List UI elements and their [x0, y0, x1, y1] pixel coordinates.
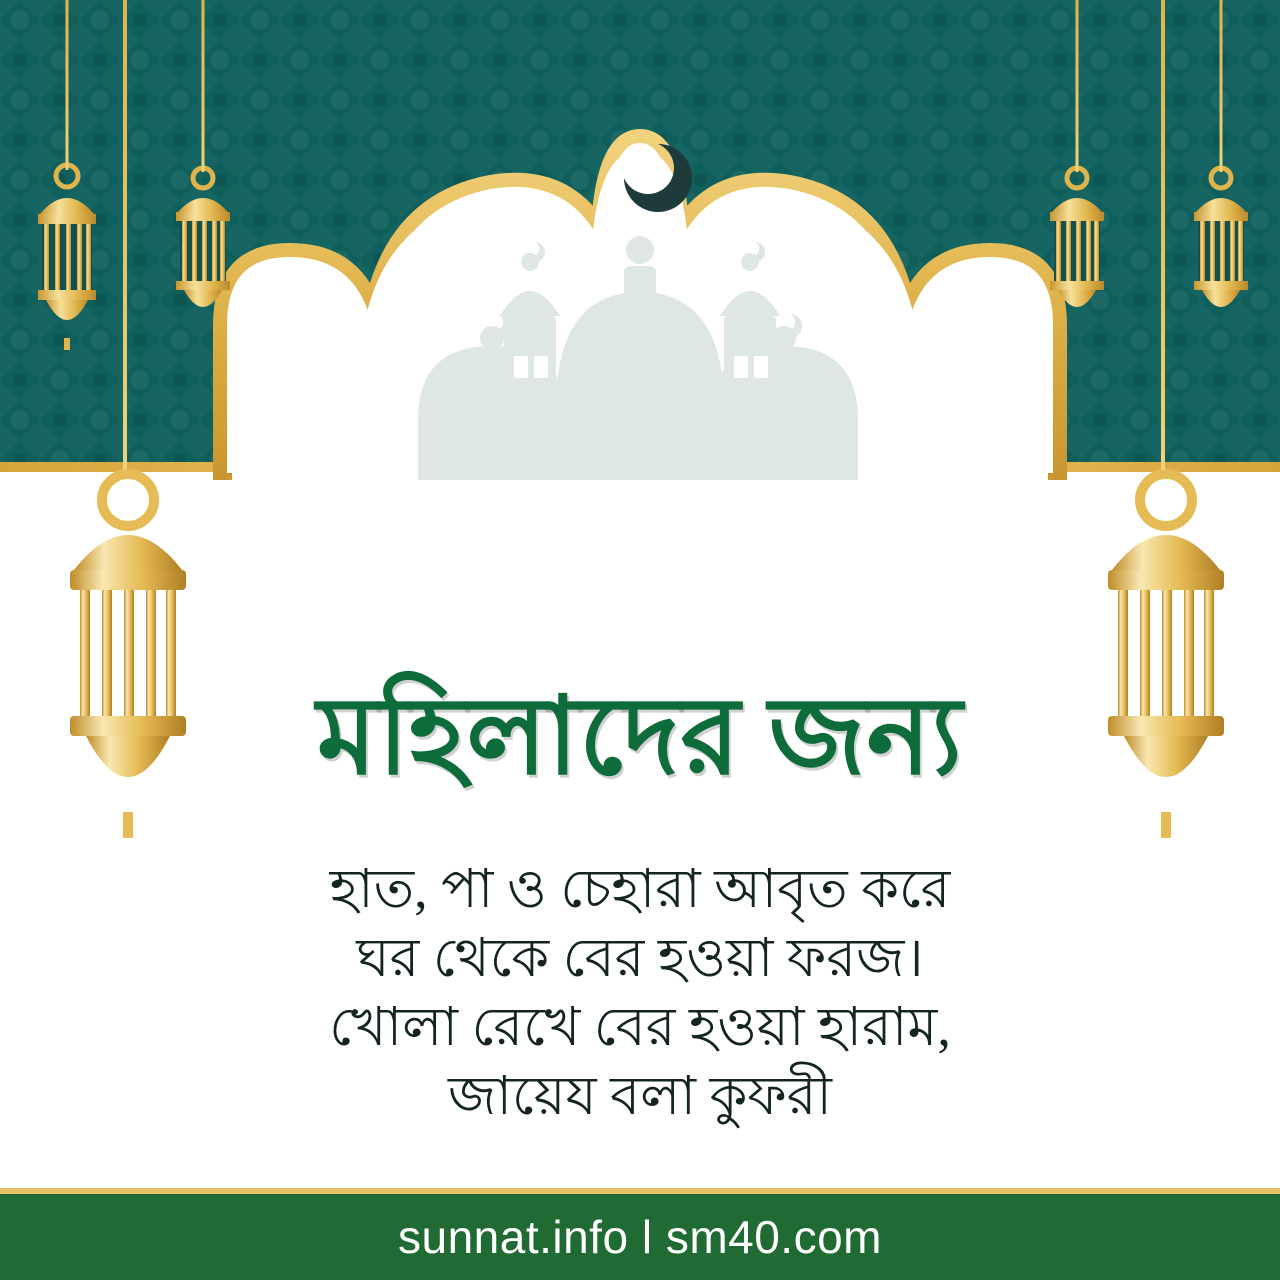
footer-bar [0, 1194, 1280, 1280]
body-line-3: খোলা রেখে বের হওয়া হারাম, [329, 997, 951, 1058]
body-line-4: জায়েয বলা কুফরী [448, 1066, 832, 1127]
body-text [0, 855, 1280, 1131]
mosque-arch-graphic [200, 120, 1080, 480]
footer-website-text[interactable]: sunnat.info l sm40.com [397, 1211, 882, 1263]
body-line-1: হাত, পা ও চেহারা আবৃত করে [329, 859, 951, 919]
arch-and-mosque-svg [200, 120, 1080, 480]
body-line-2: ঘর থেকে বের হওয়া ফরজ। [356, 928, 924, 989]
page-title: মহিলাদের জন্য [316, 678, 964, 797]
